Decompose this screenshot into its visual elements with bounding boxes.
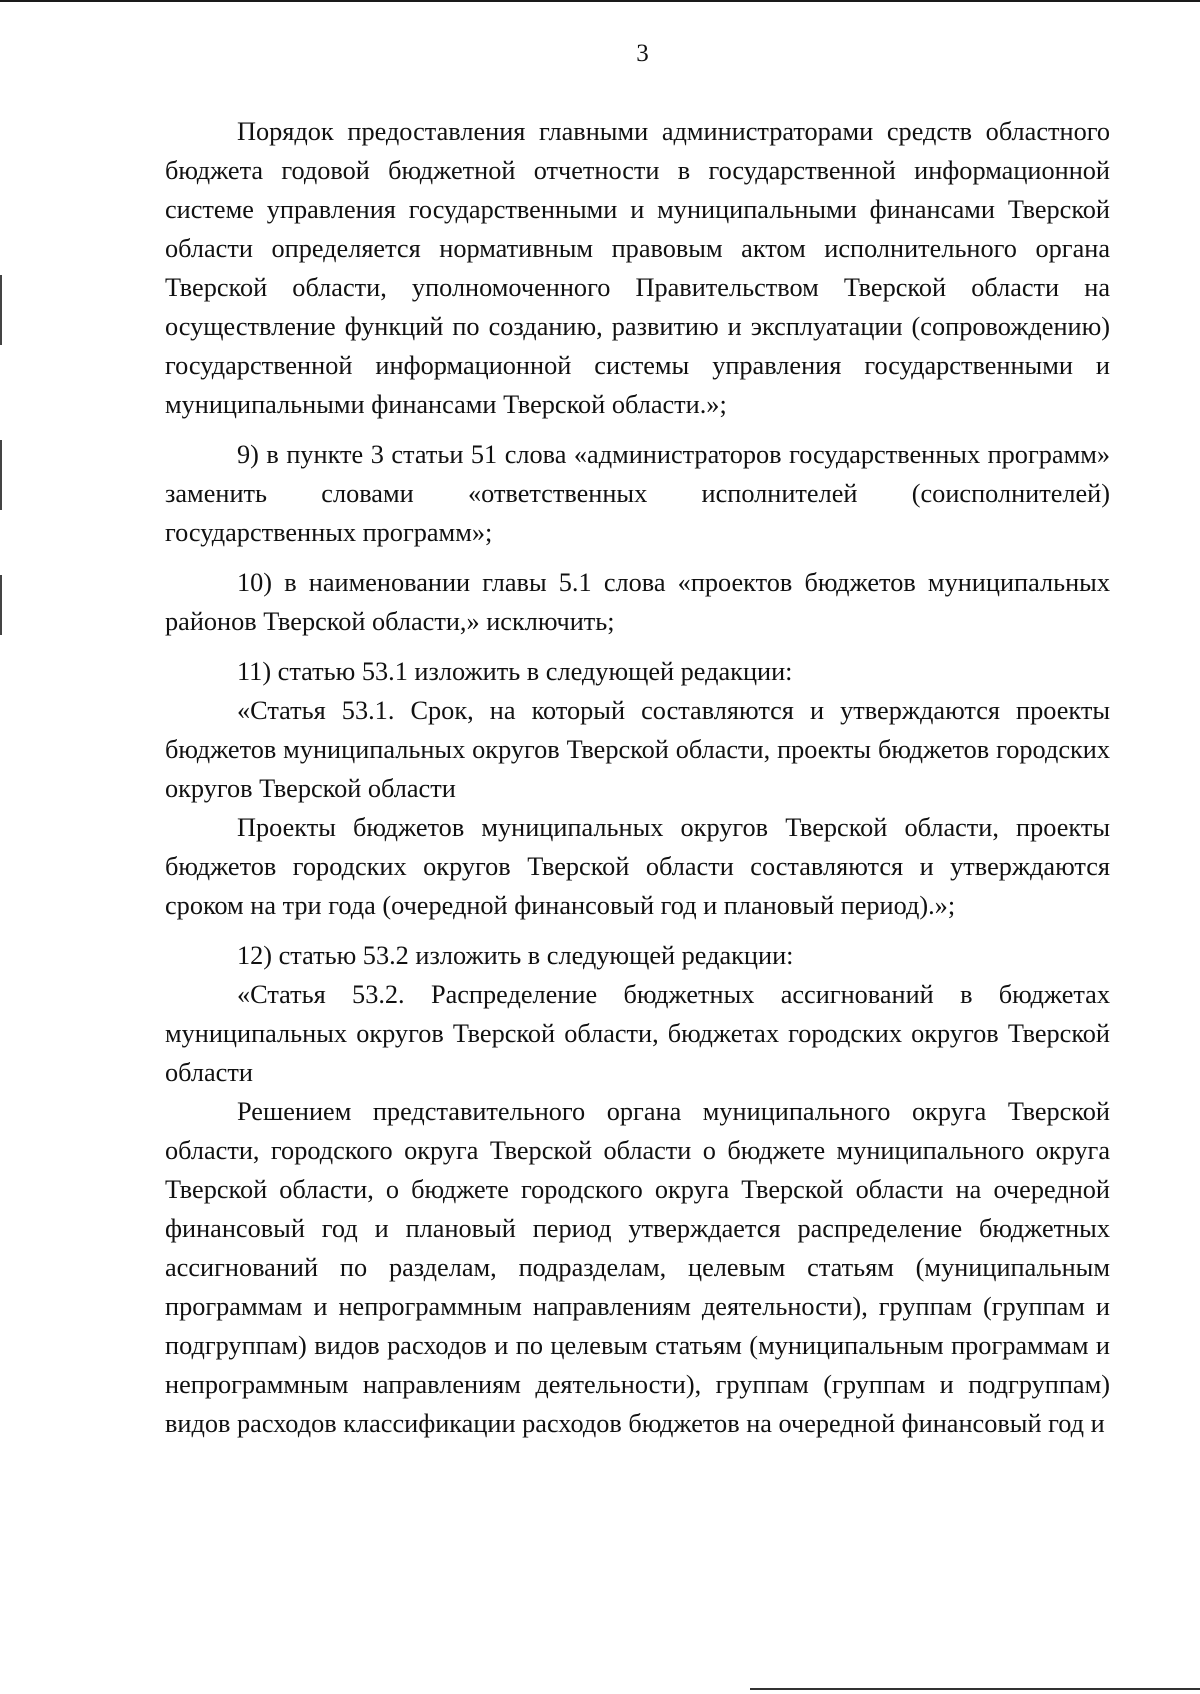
paragraph-article-53-2-title: «Статья 53.2. Распределение бюджетных ассигнований в бюджетах муниципальных округов Тверской области, бюджетах городских округов Тверской области	[165, 980, 1110, 1087]
paragraph-report-procedure: Порядок предоставления главными администраторами средств областного бюджета годовой бюджетной отчетности в государственной информационной системе управления государственными и муниципальными финансами Тверской области определяется нормативным правовым актом исполнительного органа Тверской области, уполномоченного Правительством Тверской области на осуществление функций по созданию, развитию и эксплуатации (сопровождению) государственной информационной системы управления государственными и муниципальными финансами Тверской области.»;	[165, 117, 1110, 419]
scan-margin-mark	[0, 440, 2, 510]
scan-top-edge	[0, 0, 1200, 2]
document-body	[165, 112, 1110, 1443]
paragraph-item-10: 10) в наименовании главы 5.1 слова «проектов бюджетов муниципальных районов Тверской области,» исключить;	[165, 568, 1110, 636]
paragraph-article-53-1-body: Проекты бюджетов муниципальных округов Тверской области, проекты бюджетов городских округов Тверской области составляются и утверждаются сроком на три года (очередной финансовый год и плановый период).»;	[165, 813, 1110, 920]
paragraph-item-12: 12) статью 53.2 изложить в следующей редакции:	[237, 941, 794, 970]
scan-margin-mark	[0, 575, 2, 635]
paragraph-item-11: 11) статью 53.1 изложить в следующей редакции:	[237, 657, 793, 686]
paragraph-item-9: 9) в пункте 3 статьи 51 слова «администраторов государственных программ» заменить словами «ответственных исполнителей (соисполнителей) государственных программ»;	[165, 440, 1110, 547]
paragraph-article-53-1-title: «Статья 53.1. Срок, на который составляются и утверждаются проекты бюджетов муниципальных округов Тверской области, проекты бюджетов городских округов Тверской области	[165, 696, 1110, 803]
paragraph-article-53-2-body: Решением представительного органа муниципального округа Тверской области, городского округа Тверской области о бюджете муниципального округа Тверской области, о бюджете городского округа Тверской области на очередной финансовый год и плановый период утверждается распределение бюджетных ассигнований по разделам, подразделам, целевым статьям (муниципальным программам и непрограммным направлениям деятельности), группам (группам и подгруппам) видов расходов и по целевым статьям (муниципальным программам и непрограммным направлениям деятельности), группам (группам и подгруппам) видов расходов классификации расходов бюджетов на очередной финансовый год и	[165, 1097, 1110, 1438]
page-number: 3	[636, 40, 649, 67]
scan-margin-mark	[0, 275, 2, 345]
scan-bottom-edge	[750, 1688, 1200, 1690]
